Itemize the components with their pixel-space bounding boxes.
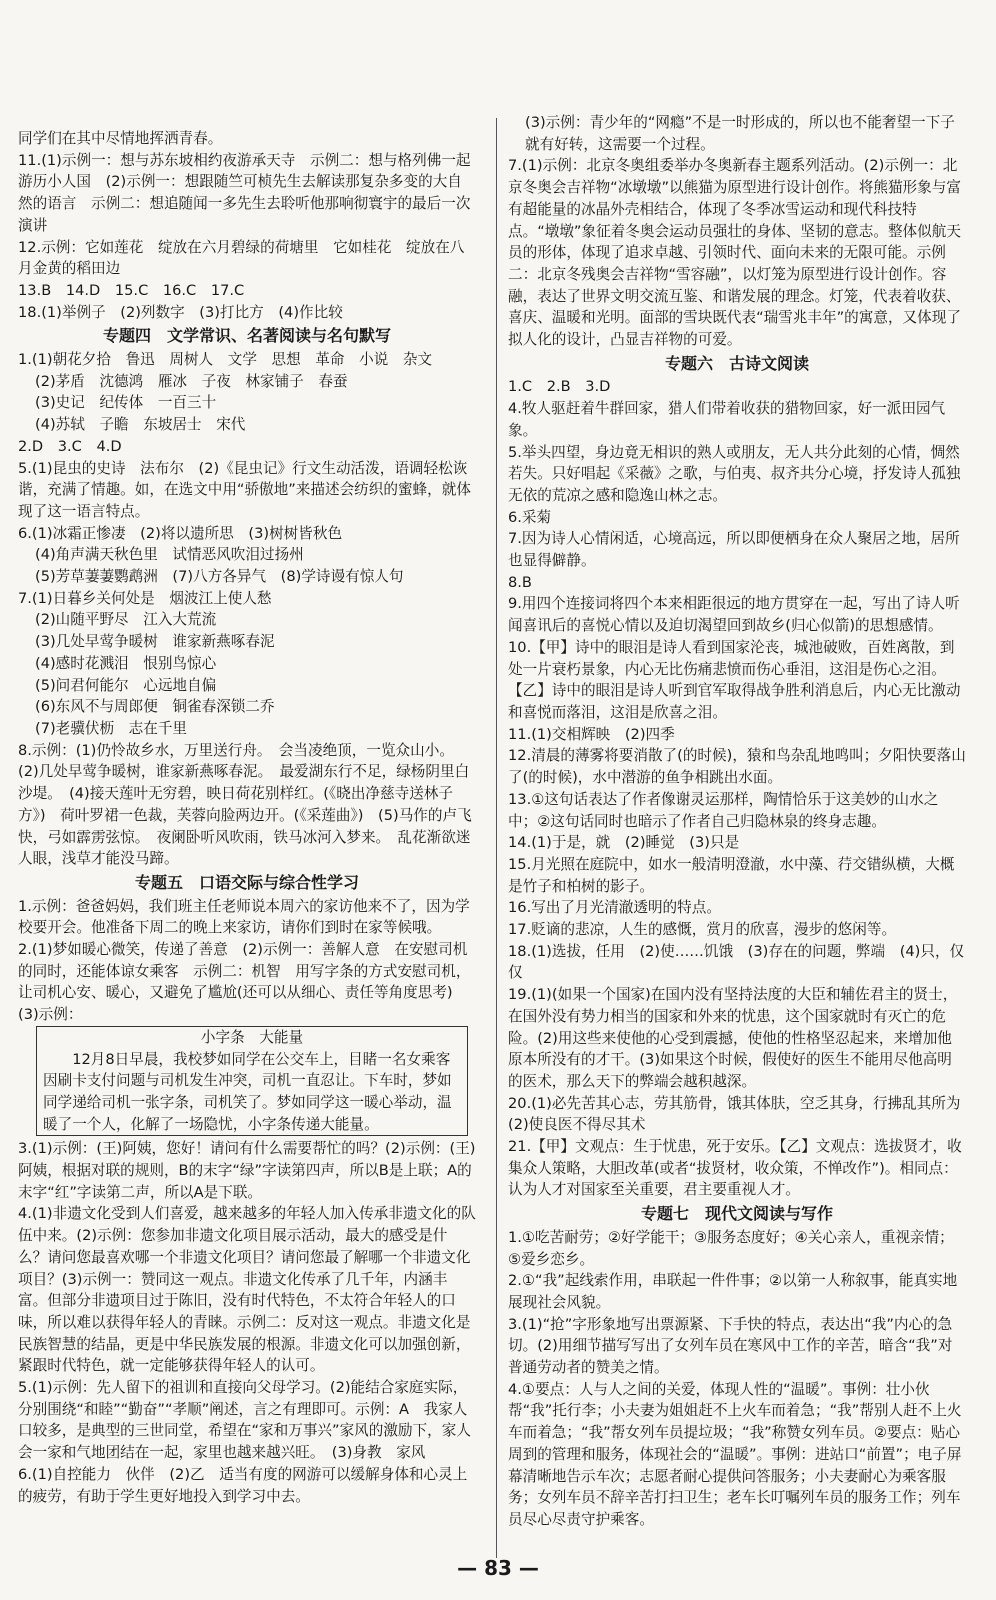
left-column (18, 128, 476, 1507)
answer-item: 11.(1)交相辉映 (2)四季 (508, 725, 675, 743)
answer-item: 17.贬谪的悲凉，人生的感慨，赏月的欣喜，漫步的悠闲等。 (508, 921, 897, 939)
answer-item: 同学们在其中尽情地挥洒青春。 (18, 130, 223, 147)
answer-item: 6.采菊 (508, 508, 552, 526)
right-column (508, 112, 976, 1531)
answer-item: 7.(1)示例：北京冬奥组委举办冬奥新春主题系列活动。(2)示例一：北京冬奥会吉祥物“冰墩墩”以熊猫为原型进行设计创作。将熊猫形象与富有超能量的冰晶外壳相结合，体现了冬季冰雪运动和现代科技特点。“墩墩”象征着冬奥会运动员强壮的身体、坚韧的意志。整体似航天员的形体，体现了追求卓越、引领时代、面向未来的无限可能。示例二：北京冬残奥会吉祥物“雪容融”，以灯笼为原型进行设计创作。容融，表达了世界文明交流互鉴、和谐发展的理念。灯笼，代表着收获、喜庆、温暖和光明。面部的雪块既代表“瑞雪兆丰年”的寓意，又体现了拟人化的设计，凸显吉祥物的可爱。 (508, 157, 961, 349)
answer-item: 4.牧人驱赶着牛群回家，猎人们带着收获的猎物回家，好一派田园气象。 (508, 400, 946, 439)
answer-item: 2.(1)梦如暖心微笑，传递了善意 (2)示例一：善解人意 在安慰司机的同时，还能体谅女乘客 示例二：机智 用写字条的方式安慰司机，让司机心安、暖心，又避免了尴尬(还可以从细心、责任等角度思考) (3)示例： (18, 941, 471, 1024)
answer-item: 1.①吃苦耐劳；②好学能干；③服务态度好；④关心亲人，重视亲情；⑤爱乡恋乡。 (508, 1228, 954, 1268)
answer-item: 9.用四个连接词将四个本来相距很远的地方贯穿在一起，写出了诗人听闻喜讯后的喜悦心情以及迫切渴望回到故乡(归心似箭)的思想感情。 (508, 595, 960, 635)
answer-item: 10.【甲】诗中的眼泪是诗人看到国家沦丧，城池破败，百姓离散，到处一片衰朽景象，内心无比伤痛悲愤而伤心垂泪，这泪是伤心之泪。【乙】诗中的眼泪是诗人听到官军取得战争胜利消息后，内心无比激动和喜悦而落泪，这泪是欣喜之泪。 (508, 638, 961, 721)
answer-item: 5.(1)示例：先人留下的祖训和直接向父母学习。(2)能结合家庭实际，分别围绕“和睦”“勤奋”“孝顺”阐述，言之有理即可。示例：A 我家人口较多，是典型的三世同堂，希望在“家和万事兴”家风的激励下，家人会一家和气地团结在一起，家里也越来越兴旺。 (3)身教 家风 (18, 1379, 471, 1462)
section-heading: 专题五 口语交际与综合性学习 (134, 872, 359, 892)
answer-item: (3)史记 纪传体 一百三十 (35, 394, 217, 412)
answer-item: 21.【甲】文观点：生于忧患，死于安乐。【乙】文观点：选拔贤才，收集众人策略，大胆改革(或者“拔贤材，收众策，不惮改作”)。相同点：认为人才对国家至关重要，君主要重视人才。 (508, 1138, 962, 1199)
answer-item: 4.(1)非遗文化受到人们喜爱，越来越多的年轻人加入传承非遗文化的队伍中来。(2)示例：您参加非遗文化项目展示活动，最大的感受是什么？请问您最喜欢哪一个非遗文化项目？请问您最了解哪一个非遗文化项目？(3)示例一：赞同这一观点。非遗文化传承了几千年，内涵丰富。但部分非遗项目过于陈旧，没有时代特色，不太符合年轻人的口味，所以难以获得年轻人的青睐。示例二：反对这一观点。非遗文化是民族智慧的结晶，更是中华民族发展的根源。非遗文化可以加强创新，紧跟时代特色，就一定能够获得年轻人的认可。 (18, 1205, 476, 1375)
answer-item: 1.示例：爸爸妈妈，我们班主任老师说本周六的家访他来不了，因为学校要开会。他准备下周二的晚上来家访，请你们到时在家等候哦。 (18, 897, 470, 937)
answer-item: 8.B (508, 573, 532, 591)
answer-item: 11.(1)示例一：想与苏东坡相约夜游承天寺 示例二：想与格列佛一起游历小人国 (2)示例一：想跟随竺可桢先生去解读那复杂多变的大自然的语言 示例二：想追随闻一多先生去聆听他那响彻寰宇的最后一次演讲 (18, 151, 471, 234)
answer-item: (3)示例：青少年的“网瘾”不是一时形成的，所以也不能奢望一下子就有好转，这需要一个过程。 (525, 114, 955, 153)
answer-item: (3)几处早莺争暖树 谁家新燕啄春泥 (35, 633, 275, 651)
answer-item: 6.(1)自控能力 伙伴 (2)乙 适当有度的网游可以缓解身体和心灵上的疲劳，有助于学生更好地投入到学习中去。 (18, 1465, 468, 1505)
answer-item: 5.(1)昆虫的史诗 法布尔 (2)《昆虫记》行文生动活泼，语调轻松诙谐，充满了情趣。如，在选文中用“骄傲地”来描述会纺织的蜜蜂，就体现了这一语言特点。 (18, 459, 471, 520)
box-title: 小字条 大能量 (200, 1028, 304, 1046)
answer-item: (2)茅盾 沈德鸿 雁冰 子夜 林家铺子 春蚕 (35, 372, 348, 390)
answer-item: 14.(1)于是，就 (2)睡觉 (3)只是 (508, 834, 740, 852)
answer-item: (5)芳草萋萋鹦鹉洲 (7)八方各异气 (8)学诗谩有惊人句 (35, 568, 404, 586)
answer-item: 18.(1)选拔，任用 (2)使……饥饿 (3)存在的问题，弊端 (4)只，仅仅 (508, 942, 965, 982)
box-body: 12月8日早晨，我校梦如同学在公交车上，目睹一名女乘客因刷卡支付问题与司机发生冲突，司机一直忍让。下车时，梦如同学递给司机一张字条，司机笑了。梦如同学这一暖心举动，温暖了一个人，化解了一场隐忧，小字条传递大能量。 (43, 1050, 452, 1133)
answer-item: 7.(1)日暮乡关何处是 烟波江上使人愁 (18, 589, 272, 607)
answer-item: (2)山随平野尽 江入大荒流 (35, 611, 217, 629)
answer-item: (6)东风不与周郎便 铜雀春深锁二乔 (35, 698, 275, 716)
answer-item: 15.月光照在庭院中，如水一般清明澄澈，水中藻、荇交错纵横，大概是竹子和柏树的影子。 (508, 855, 955, 895)
answer-item: 12.清晨的薄雾将要消散了(的时候)，猿和鸟杂乱地鸣叫；夕阳快要落山了(的时候)，水中潜游的鱼争相跳出水面。 (508, 747, 966, 787)
answer-item: 1.C 2.B 3.D (508, 378, 611, 396)
answer-item: 16.写出了月光清澈透明的特点。 (508, 899, 721, 917)
example-news-box (36, 1026, 468, 1137)
section-heading: 专题四 文学常识、名著阅读与名句默写 (102, 326, 391, 346)
section-heading: 专题七 现代文阅读与写作 (640, 1204, 833, 1224)
answer-item: 20.(1)必先苦其心志，劳其筋骨，饿其体肤，空乏其身，行拂乱其所为 (2)使良医不得尽其术 (508, 1094, 976, 1134)
section-heading: 专题六 古诗文阅读 (664, 353, 809, 373)
answer-item: (7)老骥伏枥 志在千里 (35, 719, 188, 737)
answer-item: 12.示例：它如莲花 绽放在六月碧绿的荷塘里 它如桂花 绽放在八月金黄的稻田边 (18, 238, 465, 278)
answer-item: 6.(1)冰霜正惨凄 (2)将以遗所思 (3)树树皆秋色 (18, 524, 343, 542)
answer-item: (5)问君何能尔 心远地自偏 (35, 676, 217, 694)
answer-item: (4)感时花溅泪 恨别鸟惊心 (35, 654, 217, 672)
answer-item: 4.①要点：人与人之间的关爱，体现人性的“温暖”。事例：壮小伙帮“我”托行李；小夫妻为姐姐赶不上火车而着急；“我”帮别人赶不上火车而着急；“我”帮女列车员提垃圾；“我”称赞女列车员。②要点：贴心周到的管理和服务，体现社会的“温暖”。事例：进站口“前置”；电子屏幕清晰地告示车次；志愿者耐心提供问答服务；小夫妻耐心为乘客服务；女列车员不辞辛苦打扫卫生；老车长叮嘱列车员的服务工作；列车员尽心尽责守护乘客。 (508, 1380, 962, 1528)
answer-item: (4)苏轼 子瞻 东坡居士 宋代 (35, 416, 246, 434)
answer-item: 7.因为诗人心情闲适，心境高远，所以即便栖身在众人聚居之地，居所也显得僻静。 (508, 530, 960, 570)
answer-item: 2.D 3.C 4.D (18, 437, 122, 455)
answer-item: (4)角声满天秋色里 试情恶风吹泪过扬州 (35, 546, 304, 564)
answer-item: 13.B 14.D 15.C 16.C 17.C (18, 281, 245, 299)
answer-item: 3.(1)“抢”字形象地写出票源紧、下手快的特点，表达出“我”内心的急切。(2)用细节描写写出了女列车员在寒风中工作的辛苦，暗含“我”对普通劳动者的赞美之情。 (508, 1315, 953, 1377)
answer-item: 8.示例：(1)仍怜故乡水，万里送行舟。 会当凌绝顶，一览众山小。 (2)几处早莺争暖树，谁家新燕啄春泥。 最爱湖东行不足，绿杨阴里白沙堤。 (4)接天莲叶无穷碧，映日荷花别样红。(《晓出净慈寺送林子方》) 荷叶罗裙一色裁，芙蓉向脸两边开。(《采莲曲》) (5)马作的卢飞快，弓如霹雳弦惊。 夜阑卧听风吹雨，铁马冰河入梦来。 乱花渐欲迷人眼，浅草才能没马蹄。 (18, 741, 472, 868)
column-divider (496, 118, 497, 1558)
answer-item: 18.(1)举例子 (2)列数字 (3)打比方 (4)作比较 (18, 303, 343, 321)
answer-item: 1.(1)朝花夕拾 鲁迅 周树人 文学 思想 革命 小说 杂文 (18, 351, 433, 369)
answer-item: 19.(1)(如果一个国家)在国内没有坚持法度的大臣和辅佐君主的贤士，在国外没有势力相当的国家和外来的忧患，这个国家就时有灭亡的危险。(2)用这些来使他的心受到震撼，使他的性格坚忍起来，来增加他原本所没有的才干。(3)如果这个时候，假使好的医生不能用尽他高明的医术，那么天下的弊端会越积越深。 (508, 986, 958, 1090)
answer-item: 13.①这句话表达了作者像谢灵运那样，陶情恰乐于这美妙的山水之中；②这句话同时也暗示了作者自己归隐林泉的终身志趣。 (508, 790, 939, 830)
answer-item: 2.①“我”起线索作用，串联起一件件事；②以第一人称叙事，能真实地展现社会风貌。 (508, 1272, 958, 1311)
answer-item: 3.(1)示例：(王)阿姨，您好！请问有什么需要帮忙的吗？(2)示例：(王)阿姨，根据对联的规则，B的末字“绿”字读第四声，所以B是上联；A的末字“红”字读第二声，所以A是下联。 (18, 1140, 476, 1201)
page-number: — 83 — (457, 1556, 539, 1580)
answer-item: 5.举头四望，身边竟无相识的熟人或朋友，无人共分此刻的心情，惆然若失。只好唱起《采薇》之歌，与伯夷、叔齐共分心境，抒发诗人孤独无依的荒凉之感和隐逸山林之志。 (508, 443, 961, 504)
